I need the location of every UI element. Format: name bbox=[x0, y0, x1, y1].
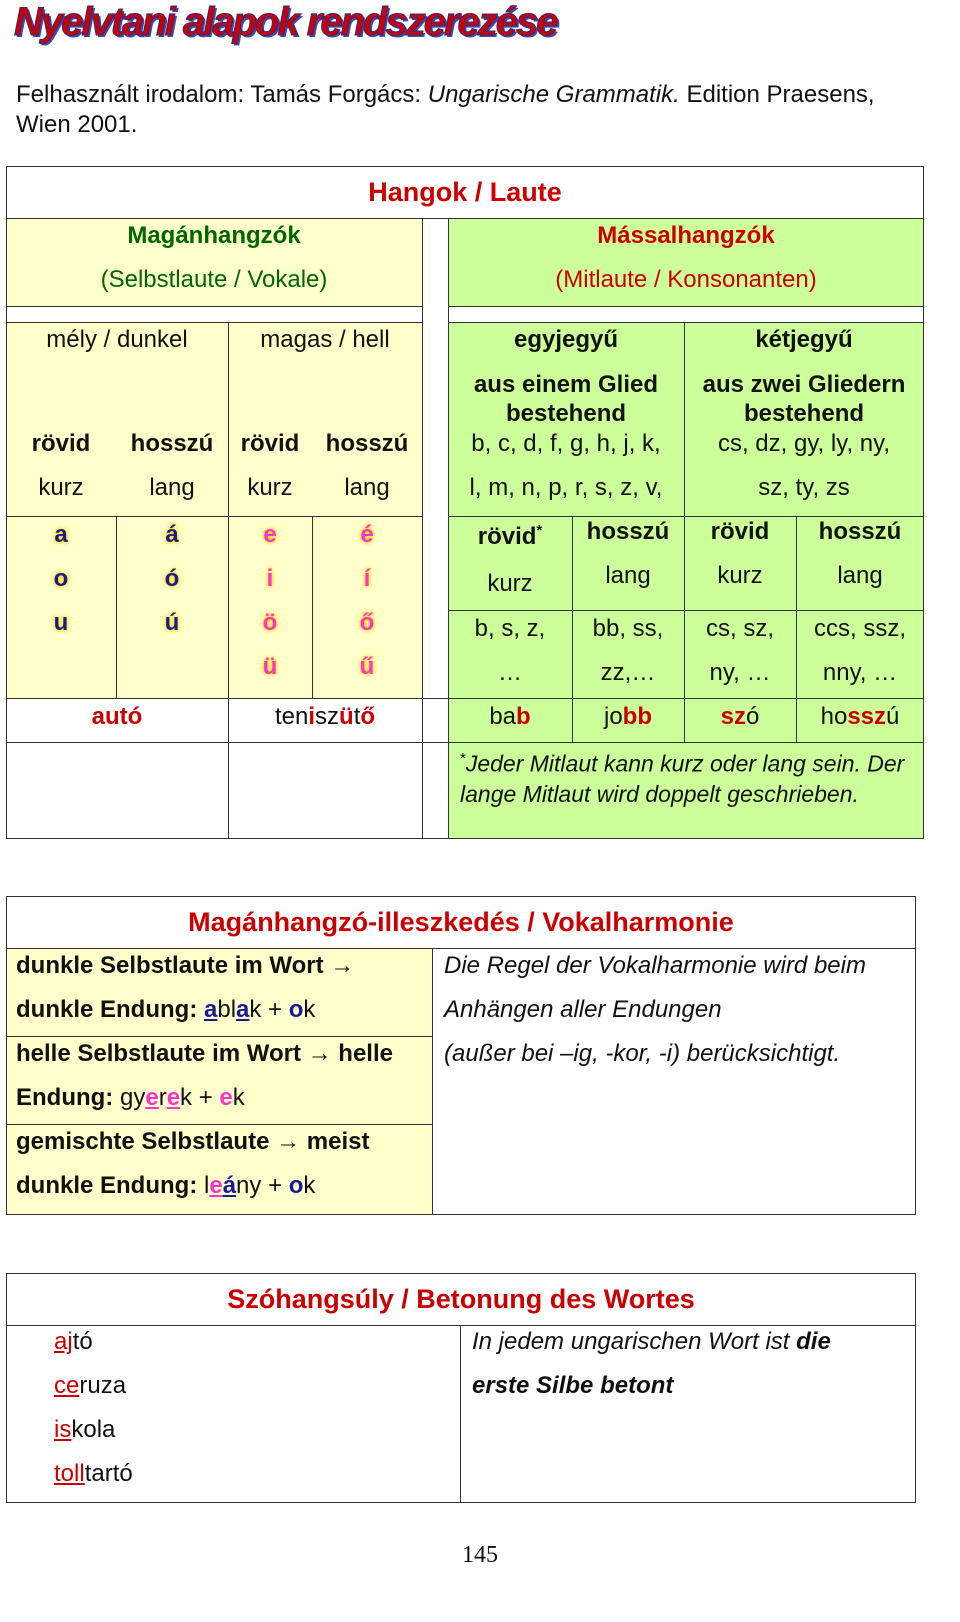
c-short-label bbox=[448, 522, 572, 551]
harmony-heading: Magánhangzó-illeszkedés / Vokalharmonie bbox=[188, 906, 734, 937]
deep-short-kurz: kurz bbox=[38, 474, 84, 501]
vowel-ue-long: ű bbox=[359, 653, 375, 680]
vowel-ue: ü bbox=[262, 653, 278, 680]
sounds-heading: Hangok / Laute bbox=[368, 176, 562, 207]
example-bab bbox=[448, 703, 572, 731]
stress-word-1-stressed: aj bbox=[54, 1328, 73, 1355]
vowel-a-long: á bbox=[165, 521, 179, 548]
example-tenisz bbox=[228, 703, 422, 731]
c-short-text: rövid bbox=[477, 523, 537, 550]
d-short-label: rövid bbox=[710, 518, 770, 545]
double-list-2: sz, ty, zs bbox=[758, 474, 850, 501]
c-short-kurz: kurz bbox=[487, 570, 533, 597]
vowel-u-long: ú bbox=[164, 609, 180, 636]
r3-ex-3: á bbox=[222, 1172, 237, 1199]
consonants-header bbox=[448, 218, 924, 306]
c-long-ex-2: zz,… bbox=[600, 659, 656, 686]
single-list-2: l, m, n, p, r, s, z, v, bbox=[469, 474, 663, 501]
double-label: kétjegyű bbox=[755, 326, 853, 353]
stress-rule-line-1 bbox=[472, 1328, 912, 1356]
c-long-ex-1: bb, ss, bbox=[592, 615, 664, 642]
vowel-o-long: ó bbox=[164, 565, 180, 592]
deep-long-label: hosszú bbox=[130, 430, 214, 457]
ex-auto-a: aut bbox=[91, 703, 128, 730]
stress-heading: Szóhangsúly / Betonung des Wortes bbox=[227, 1283, 695, 1314]
stress-word-2-rest: ruza bbox=[79, 1372, 127, 1399]
d-long-ex-1: ccs, ssz, bbox=[813, 615, 906, 642]
consonants-title: Mássalhangzók bbox=[597, 222, 775, 249]
stress-word-4 bbox=[54, 1460, 133, 1488]
stress-rule-b: die bbox=[796, 1328, 831, 1355]
ex-tenisz-5: t bbox=[353, 703, 361, 730]
vowel-oe-long: ő bbox=[359, 609, 375, 636]
ex-tenisz-3: sz bbox=[315, 703, 340, 730]
r1-prefix: dunkle Endung: bbox=[16, 996, 204, 1023]
r3-ex-5: o bbox=[288, 1172, 304, 1199]
stress-word-4-stressed: toll bbox=[54, 1460, 85, 1487]
literature-suffix: Edition Praesens, Wien 2001. bbox=[16, 81, 875, 138]
harmony-r2-l2 bbox=[16, 1084, 428, 1112]
c-long-lang: lang bbox=[605, 562, 651, 589]
d-long-ex-2: nny, … bbox=[822, 659, 898, 686]
d-short-ex-2: ny, … bbox=[709, 659, 771, 686]
r3-ex-6: k bbox=[303, 1172, 316, 1199]
harmony-rule-1: Die Regel der Vokalharmonie wird beim bbox=[444, 952, 866, 979]
vowel-e: e bbox=[263, 521, 277, 548]
deep-long-lang: lang bbox=[149, 474, 195, 501]
c-long-label: hosszú bbox=[586, 518, 670, 545]
r1-ex-1: a bbox=[203, 996, 218, 1023]
high-short-label: rövid bbox=[240, 430, 300, 457]
asterisk-mark: * bbox=[536, 522, 543, 539]
r2-ex-6: e bbox=[219, 1084, 233, 1111]
r2-ex-2: e bbox=[145, 1084, 159, 1111]
example-auto bbox=[6, 703, 228, 731]
stress-rule-line-2: erste Silbe betont bbox=[472, 1372, 674, 1399]
literature-book: Ungarische Grammatik. bbox=[427, 81, 680, 108]
stress-word-1-rest: tó bbox=[72, 1328, 93, 1355]
stress-word-4-rest: tartó bbox=[84, 1460, 133, 1487]
r2-prefix: Endung: bbox=[16, 1084, 120, 1111]
r2-ex-4: e bbox=[166, 1084, 181, 1111]
stress-word-3-stressed: is bbox=[54, 1416, 72, 1443]
r3-ex-2: e bbox=[209, 1172, 223, 1199]
stress-rule-a: In jedem ungarischen Wort ist bbox=[472, 1328, 797, 1355]
r2-ex-1: gy bbox=[119, 1084, 146, 1111]
r2-ex-5: k + bbox=[180, 1084, 220, 1111]
literature-reference bbox=[16, 80, 876, 140]
harmony-r2-l1: helle Selbstlaute im Wort → helle bbox=[16, 1040, 393, 1067]
stress-word-2 bbox=[54, 1372, 126, 1400]
ex-tenisz-4: ü bbox=[339, 703, 354, 730]
high-long-label: hosszú bbox=[325, 430, 409, 457]
c-short-ex-2: … bbox=[498, 659, 522, 686]
harmony-r3-l2 bbox=[16, 1172, 428, 1200]
r1-ex-4: k + bbox=[249, 996, 289, 1023]
ex-tenisz-6: ő bbox=[360, 703, 376, 730]
ex-hosszu-1: ho bbox=[820, 703, 848, 730]
c-short-ex-1: b, s, z, bbox=[474, 615, 546, 642]
vowels-body bbox=[6, 322, 422, 698]
ex-hosszu-3: ú bbox=[886, 703, 900, 730]
ex-szo-1: sz bbox=[720, 703, 746, 730]
single-list-1: b, c, d, f, g, h, j, k, bbox=[471, 430, 661, 457]
harmony-r1-l1: dunkle Selbstlaute im Wort → bbox=[16, 952, 355, 979]
ex-szo-2: ó bbox=[746, 703, 760, 730]
vowel-e-long: é bbox=[360, 521, 374, 548]
literature-prefix: Felhasznált irodalom: Tamás Forgács: bbox=[16, 81, 428, 108]
d-short-ex-1: cs, sz, bbox=[705, 615, 774, 642]
ex-tenisz-1: ten bbox=[274, 703, 309, 730]
consonants-subtitle: (Mitlaute / Konsonanten) bbox=[555, 266, 817, 293]
footnote-asterisk: * bbox=[460, 750, 466, 767]
harmony-rule-3: (außer bei –ig, -kor, -i) berücksichtigt. bbox=[444, 1040, 841, 1067]
single-desc: aus einem Glied bestehend bbox=[473, 371, 659, 427]
ex-auto-b: ó bbox=[127, 703, 143, 730]
harmony-rule-2: Anhängen aller Endungen bbox=[444, 996, 722, 1023]
ex-bab-2: b bbox=[516, 703, 531, 730]
high-long-lang: lang bbox=[344, 474, 390, 501]
ex-tenisz-2: i bbox=[308, 703, 316, 730]
ex-jobb-1: jo bbox=[603, 703, 623, 730]
vowels-subtitle: (Selbstlaute / Vokale) bbox=[100, 266, 328, 293]
harmony-r1-l2 bbox=[16, 996, 428, 1024]
stress-word-2-stressed: ce bbox=[54, 1372, 80, 1399]
r2-ex-7: k bbox=[232, 1084, 245, 1111]
r1-ex-6: k bbox=[303, 996, 316, 1023]
harmony-r3-l1: gemischte Selbstlaute → meist bbox=[16, 1128, 370, 1155]
example-szo bbox=[684, 703, 796, 731]
ex-hosszu-2: ssz bbox=[847, 703, 887, 730]
r3-ex-1: l bbox=[203, 1172, 210, 1199]
high-short-kurz: kurz bbox=[247, 474, 293, 501]
vowels-title: Magánhangzók bbox=[127, 222, 301, 249]
page-number: 145 bbox=[462, 1542, 498, 1568]
deep-short-label: rövid bbox=[31, 430, 91, 457]
high-label: magas / hell bbox=[260, 326, 390, 353]
example-hosszu bbox=[796, 703, 924, 731]
d-long-lang: lang bbox=[837, 562, 883, 589]
r1-ex-5: o bbox=[288, 996, 304, 1023]
stress-word-3 bbox=[54, 1416, 115, 1444]
footnote-text: Jeder Mitlaut kann kurz oder lang sein. Der lange Mitlaut wird doppelt geschrieben. bbox=[460, 750, 905, 807]
stress-word-3-rest: kola bbox=[71, 1416, 116, 1443]
stress-word-1 bbox=[54, 1328, 93, 1356]
double-desc: aus zwei Gliedern bestehend bbox=[702, 371, 906, 427]
double-list-1: cs, dz, gy, ly, ny, bbox=[717, 430, 891, 457]
vowel-oe: ö bbox=[262, 609, 278, 636]
vowel-i-long: í bbox=[363, 565, 371, 592]
ex-bab-1: ba bbox=[489, 703, 517, 730]
vowel-i: i bbox=[266, 565, 274, 592]
deep-label: mély / dunkel bbox=[46, 326, 188, 353]
vowels-header bbox=[6, 218, 422, 306]
d-long-label: hosszú bbox=[818, 518, 902, 545]
r1-ex-2: bl bbox=[217, 996, 237, 1023]
r3-ex-4: ny + bbox=[236, 1172, 289, 1199]
vowel-o: o bbox=[53, 565, 69, 592]
vowel-u: u bbox=[53, 609, 69, 636]
page-title: Nyelvtani alapok rendszerezése bbox=[14, 0, 557, 44]
example-jobb bbox=[572, 703, 684, 731]
single-label: egyjegyű bbox=[513, 326, 619, 353]
r1-ex-3: a bbox=[236, 996, 250, 1023]
r2-ex-3: r bbox=[158, 1084, 167, 1111]
footnote bbox=[460, 744, 920, 809]
vowel-a: a bbox=[54, 521, 68, 548]
r3-prefix: dunkle Endung: bbox=[16, 1172, 204, 1199]
ex-jobb-2: bb bbox=[622, 703, 652, 730]
d-short-kurz: kurz bbox=[717, 562, 763, 589]
